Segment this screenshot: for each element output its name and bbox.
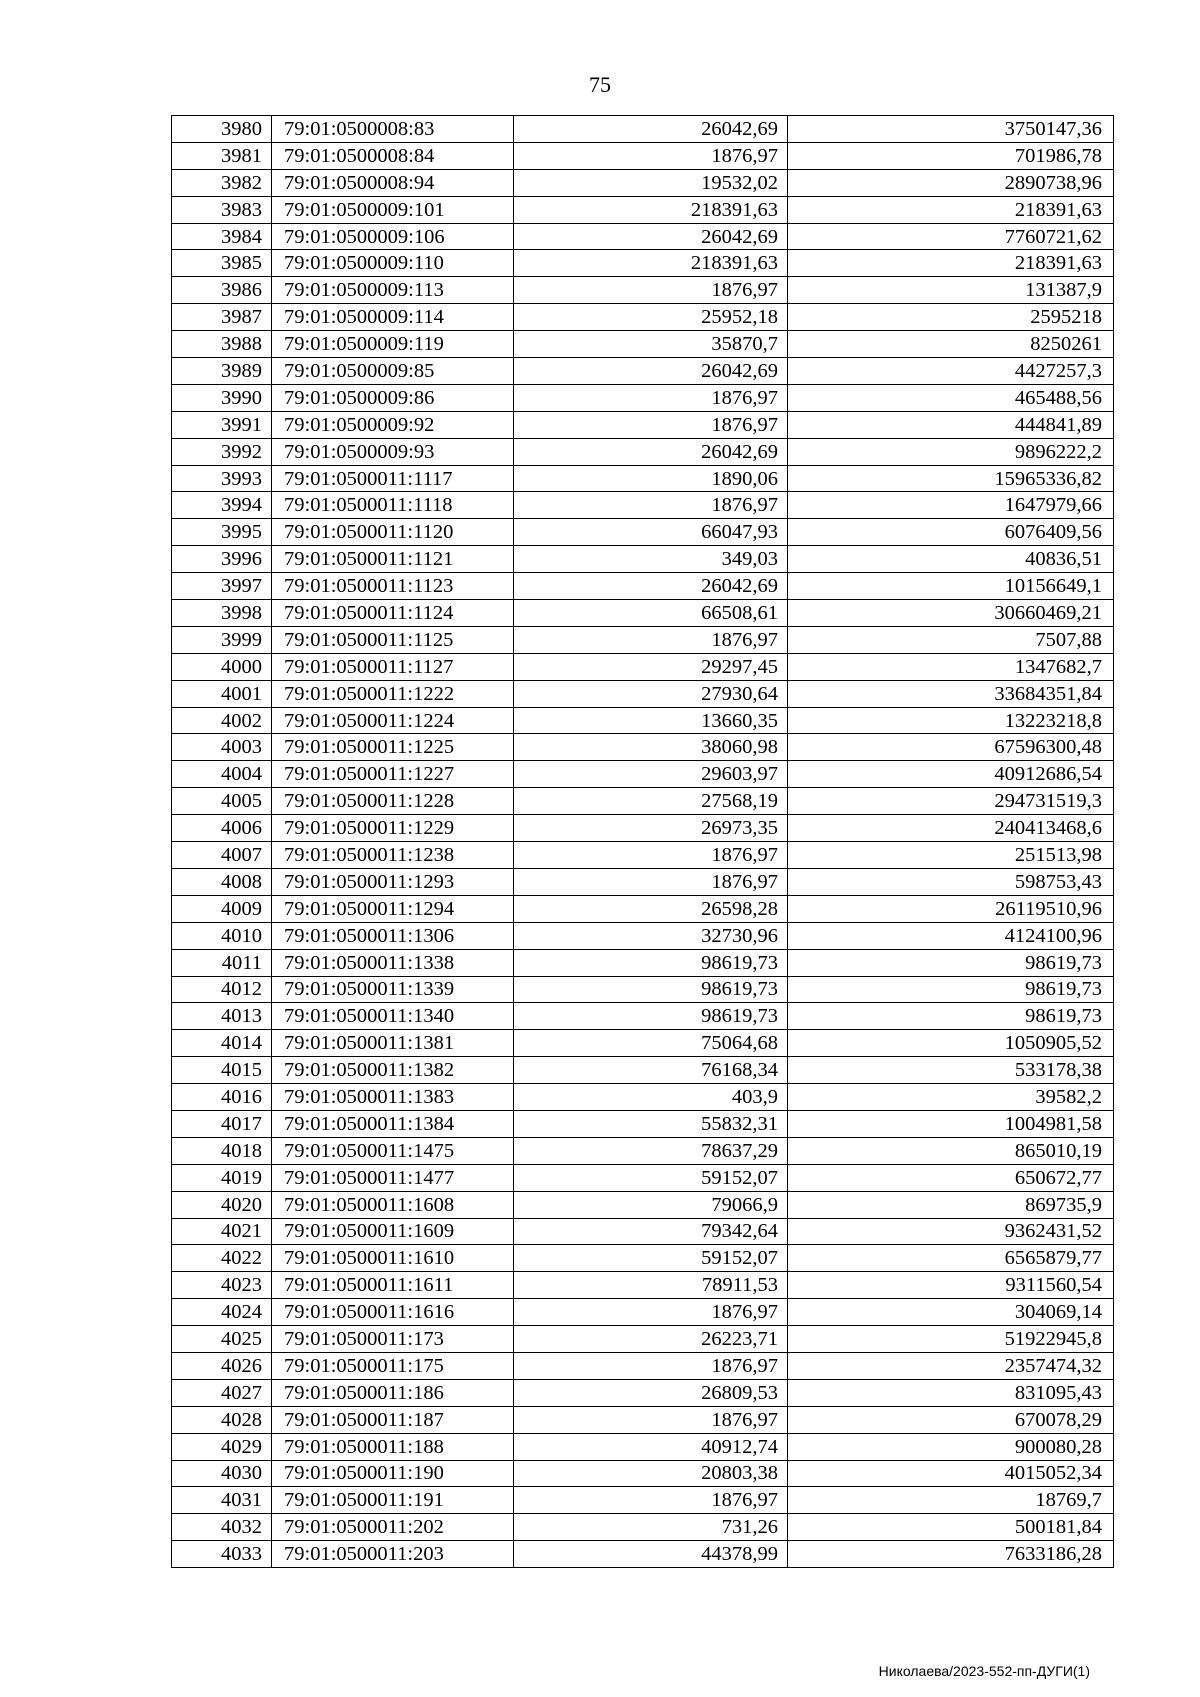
- area-value-cell: 25952,18: [514, 304, 788, 331]
- area-value-cell: 1876,97: [514, 142, 788, 169]
- table-row: [172, 492, 1114, 519]
- cadastral-number-cell: 79:01:0500011:1608: [272, 1191, 514, 1218]
- cadastral-value-cell: 650672,77: [788, 1164, 1114, 1191]
- table-row: [172, 680, 1114, 707]
- cadastral-number-cell: 79:01:0500011:1611: [272, 1272, 514, 1299]
- row-number-cell: 4025: [172, 1326, 272, 1353]
- row-number-cell: 3994: [172, 492, 272, 519]
- row-number-cell: 4026: [172, 1352, 272, 1379]
- cadastral-value-cell: 26119510,96: [788, 895, 1114, 922]
- row-number-cell: 4030: [172, 1460, 272, 1487]
- cadastral-value-cell: 240413468,6: [788, 815, 1114, 842]
- area-value-cell: 79066,9: [514, 1191, 788, 1218]
- row-number-cell: 3995: [172, 519, 272, 546]
- cadastral-value-cell: 3750147,36: [788, 116, 1114, 143]
- table-row: [172, 1541, 1114, 1568]
- row-number-cell: 4017: [172, 1110, 272, 1137]
- cadastral-value-cell: 304069,14: [788, 1299, 1114, 1326]
- table-row: [172, 1084, 1114, 1111]
- row-number-cell: 4031: [172, 1487, 272, 1514]
- cadastral-number-cell: 79:01:0500009:106: [272, 223, 514, 250]
- table-row: [172, 1352, 1114, 1379]
- area-value-cell: 40912,74: [514, 1433, 788, 1460]
- cadastral-number-cell: 79:01:0500011:1228: [272, 788, 514, 815]
- row-number-cell: 4032: [172, 1514, 272, 1541]
- row-number-cell: 3991: [172, 411, 272, 438]
- table-row: [172, 653, 1114, 680]
- area-value-cell: 26042,69: [514, 438, 788, 465]
- cadastral-number-cell: 79:01:0500011:1124: [272, 600, 514, 627]
- area-value-cell: 26042,69: [514, 358, 788, 385]
- table-row: [172, 815, 1114, 842]
- cadastral-number-cell: 79:01:0500011:1384: [272, 1110, 514, 1137]
- row-number-cell: 3988: [172, 331, 272, 358]
- cadastral-value-cell: 40836,51: [788, 546, 1114, 573]
- area-value-cell: 98619,73: [514, 1003, 788, 1030]
- area-value-cell: 55832,31: [514, 1110, 788, 1137]
- area-value-cell: 59152,07: [514, 1245, 788, 1272]
- area-value-cell: 1876,97: [514, 1406, 788, 1433]
- table-row: [172, 358, 1114, 385]
- cadastral-number-cell: 79:01:0500011:191: [272, 1487, 514, 1514]
- row-number-cell: 4018: [172, 1137, 272, 1164]
- cadastral-number-cell: 79:01:0500011:1127: [272, 653, 514, 680]
- table-row: [172, 922, 1114, 949]
- table-row: [172, 196, 1114, 223]
- table-row: [172, 1406, 1114, 1433]
- cadastral-number-cell: 79:01:0500011:1224: [272, 707, 514, 734]
- table-row: [172, 1003, 1114, 1030]
- cadastral-value-cell: 30660469,21: [788, 600, 1114, 627]
- table-row: [172, 116, 1114, 143]
- page-number: 75: [589, 72, 611, 97]
- row-number-cell: 3990: [172, 384, 272, 411]
- cadastral-number-cell: 79:01:0500011:1381: [272, 1030, 514, 1057]
- cadastral-value-cell: 865010,19: [788, 1137, 1114, 1164]
- table-row: [172, 304, 1114, 331]
- table-row: [172, 976, 1114, 1003]
- table-row: [172, 842, 1114, 869]
- cadastral-value-cell: 131387,9: [788, 277, 1114, 304]
- row-number-cell: 3992: [172, 438, 272, 465]
- area-value-cell: 26042,69: [514, 573, 788, 600]
- table-row: [172, 250, 1114, 277]
- cadastral-value-cell: 18769,7: [788, 1487, 1114, 1514]
- row-number-cell: 4001: [172, 680, 272, 707]
- cadastral-value-cell: 598753,43: [788, 868, 1114, 895]
- cadastral-number-cell: 79:01:0500009:92: [272, 411, 514, 438]
- cadastral-value-cell: 98619,73: [788, 949, 1114, 976]
- area-value-cell: 403,9: [514, 1084, 788, 1111]
- table-row: [172, 1245, 1114, 1272]
- row-number-cell: 4003: [172, 734, 272, 761]
- area-value-cell: 78911,53: [514, 1272, 788, 1299]
- cadastral-number-cell: 79:01:0500009:93: [272, 438, 514, 465]
- row-number-cell: 3985: [172, 250, 272, 277]
- row-number-cell: 3983: [172, 196, 272, 223]
- table-row: [172, 411, 1114, 438]
- area-value-cell: 79342,64: [514, 1218, 788, 1245]
- row-number-cell: 4020: [172, 1191, 272, 1218]
- area-value-cell: 1876,97: [514, 626, 788, 653]
- area-value-cell: 38060,98: [514, 734, 788, 761]
- cadastral-value-cell: 4015052,34: [788, 1460, 1114, 1487]
- cadastral-value-cell: 831095,43: [788, 1379, 1114, 1406]
- cadastral-value-cell: 67596300,48: [788, 734, 1114, 761]
- cadastral-number-cell: 79:01:0500011:175: [272, 1352, 514, 1379]
- area-value-cell: 1876,97: [514, 492, 788, 519]
- cadastral-number-cell: 79:01:0500011:1475: [272, 1137, 514, 1164]
- table-row: [172, 1272, 1114, 1299]
- row-number-cell: 4029: [172, 1433, 272, 1460]
- row-number-cell: 4033: [172, 1541, 272, 1568]
- cadastral-number-cell: 79:01:0500008:84: [272, 142, 514, 169]
- table-row: [172, 788, 1114, 815]
- cadastral-value-cell: 900080,28: [788, 1433, 1114, 1460]
- row-number-cell: 3982: [172, 169, 272, 196]
- cadastral-number-cell: 79:01:0500011:1229: [272, 815, 514, 842]
- cadastral-value-cell: 33684351,84: [788, 680, 1114, 707]
- cadastral-value-cell: 444841,89: [788, 411, 1114, 438]
- cadastral-value-cell: 51922945,8: [788, 1326, 1114, 1353]
- table-row: [172, 1487, 1114, 1514]
- area-value-cell: 1876,97: [514, 1352, 788, 1379]
- area-value-cell: 1876,97: [514, 384, 788, 411]
- row-number-cell: 3984: [172, 223, 272, 250]
- area-value-cell: 1876,97: [514, 1487, 788, 1514]
- row-number-cell: 4015: [172, 1057, 272, 1084]
- cadastral-value-cell: 869735,9: [788, 1191, 1114, 1218]
- cadastral-number-cell: 79:01:0500009:113: [272, 277, 514, 304]
- registry-table-body: [172, 116, 1114, 1568]
- area-value-cell: 78637,29: [514, 1137, 788, 1164]
- cadastral-value-cell: 533178,38: [788, 1057, 1114, 1084]
- cadastral-number-cell: 79:01:0500011:1610: [272, 1245, 514, 1272]
- cadastral-number-cell: 79:01:0500011:1382: [272, 1057, 514, 1084]
- table-row: [172, 465, 1114, 492]
- area-value-cell: 1876,97: [514, 1299, 788, 1326]
- row-number-cell: 4004: [172, 761, 272, 788]
- area-value-cell: 98619,73: [514, 976, 788, 1003]
- area-value-cell: 26598,28: [514, 895, 788, 922]
- row-number-cell: 4011: [172, 949, 272, 976]
- area-value-cell: 26042,69: [514, 116, 788, 143]
- row-number-cell: 3981: [172, 142, 272, 169]
- cadastral-number-cell: 79:01:0500011:1120: [272, 519, 514, 546]
- cadastral-value-cell: 670078,29: [788, 1406, 1114, 1433]
- table-row: [172, 734, 1114, 761]
- area-value-cell: 1876,97: [514, 868, 788, 895]
- area-value-cell: 66047,93: [514, 519, 788, 546]
- cadastral-number-cell: 79:01:0500009:110: [272, 250, 514, 277]
- cadastral-number-cell: 79:01:0500011:187: [272, 1406, 514, 1433]
- cadastral-value-cell: 701986,78: [788, 142, 1114, 169]
- cadastral-value-cell: 500181,84: [788, 1514, 1114, 1541]
- cadastral-number-cell: 79:01:0500011:1222: [272, 680, 514, 707]
- cadastral-number-cell: 79:01:0500011:1123: [272, 573, 514, 600]
- area-value-cell: 1876,97: [514, 277, 788, 304]
- table-row: [172, 1057, 1114, 1084]
- table-row: [172, 1030, 1114, 1057]
- cadastral-value-cell: 294731519,3: [788, 788, 1114, 815]
- row-number-cell: 4012: [172, 976, 272, 1003]
- cadastral-value-cell: 6565879,77: [788, 1245, 1114, 1272]
- row-number-cell: 3989: [172, 358, 272, 385]
- row-number-cell: 3996: [172, 546, 272, 573]
- cadastral-number-cell: 79:01:0500011:1339: [272, 976, 514, 1003]
- cadastral-number-cell: 79:01:0500011:186: [272, 1379, 514, 1406]
- cadastral-number-cell: 79:01:0500011:203: [272, 1541, 514, 1568]
- cadastral-number-cell: 79:01:0500009:85: [272, 358, 514, 385]
- cadastral-number-cell: 79:01:0500011:1616: [272, 1299, 514, 1326]
- area-value-cell: 218391,63: [514, 250, 788, 277]
- table-row: [172, 384, 1114, 411]
- cadastral-value-cell: 6076409,56: [788, 519, 1114, 546]
- cadastral-value-cell: 7507,88: [788, 626, 1114, 653]
- area-value-cell: 59152,07: [514, 1164, 788, 1191]
- cadastral-value-cell: 218391,63: [788, 250, 1114, 277]
- table-row: [172, 1191, 1114, 1218]
- row-number-cell: 4024: [172, 1299, 272, 1326]
- area-value-cell: 32730,96: [514, 922, 788, 949]
- table-row: [172, 546, 1114, 573]
- row-number-cell: 4006: [172, 815, 272, 842]
- table-row: [172, 1164, 1114, 1191]
- area-value-cell: 76168,34: [514, 1057, 788, 1084]
- cadastral-number-cell: 79:01:0500011:1117: [272, 465, 514, 492]
- cadastral-number-cell: 79:01:0500011:1227: [272, 761, 514, 788]
- row-number-cell: 3999: [172, 626, 272, 653]
- cadastral-value-cell: 465488,56: [788, 384, 1114, 411]
- area-value-cell: 29603,97: [514, 761, 788, 788]
- cadastral-value-cell: 218391,63: [788, 196, 1114, 223]
- row-number-cell: 3997: [172, 573, 272, 600]
- area-value-cell: 19532,02: [514, 169, 788, 196]
- table-row: [172, 223, 1114, 250]
- area-value-cell: 27568,19: [514, 788, 788, 815]
- cadastral-number-cell: 79:01:0500011:1121: [272, 546, 514, 573]
- area-value-cell: 731,26: [514, 1514, 788, 1541]
- cadastral-number-cell: 79:01:0500011:1125: [272, 626, 514, 653]
- cadastral-number-cell: 79:01:0500011:1294: [272, 895, 514, 922]
- area-value-cell: 75064,68: [514, 1030, 788, 1057]
- cadastral-value-cell: 40912686,54: [788, 761, 1114, 788]
- table-row: [172, 1326, 1114, 1353]
- area-value-cell: 27930,64: [514, 680, 788, 707]
- area-value-cell: 29297,45: [514, 653, 788, 680]
- table-row: [172, 1433, 1114, 1460]
- table-row: [172, 1379, 1114, 1406]
- row-number-cell: 4019: [172, 1164, 272, 1191]
- cadastral-value-cell: 10156649,1: [788, 573, 1114, 600]
- row-number-cell: 3986: [172, 277, 272, 304]
- table-row: [172, 573, 1114, 600]
- area-value-cell: 26973,35: [514, 815, 788, 842]
- row-number-cell: 4010: [172, 922, 272, 949]
- cadastral-value-cell: 15965336,82: [788, 465, 1114, 492]
- area-value-cell: 26223,71: [514, 1326, 788, 1353]
- cadastral-value-cell: 2595218: [788, 304, 1114, 331]
- area-value-cell: 13660,35: [514, 707, 788, 734]
- row-number-cell: 4000: [172, 653, 272, 680]
- row-number-cell: 4009: [172, 895, 272, 922]
- cadastral-value-cell: 9896222,2: [788, 438, 1114, 465]
- area-value-cell: 1876,97: [514, 411, 788, 438]
- cadastral-value-cell: 7633186,28: [788, 1541, 1114, 1568]
- cadastral-value-cell: 2357474,32: [788, 1352, 1114, 1379]
- table-row: [172, 761, 1114, 788]
- row-number-cell: 4002: [172, 707, 272, 734]
- table-row: [172, 868, 1114, 895]
- row-number-cell: 4023: [172, 1272, 272, 1299]
- table-row: [172, 626, 1114, 653]
- cadastral-number-cell: 79:01:0500011:1609: [272, 1218, 514, 1245]
- row-number-cell: 4016: [172, 1084, 272, 1111]
- table-row: [172, 277, 1114, 304]
- land-plot-registry-table: [171, 115, 1114, 1568]
- cadastral-number-cell: 79:01:0500011:1383: [272, 1084, 514, 1111]
- cadastral-value-cell: 13223218,8: [788, 707, 1114, 734]
- cadastral-number-cell: 79:01:0500011:190: [272, 1460, 514, 1487]
- area-value-cell: 66508,61: [514, 600, 788, 627]
- cadastral-value-cell: 9362431,52: [788, 1218, 1114, 1245]
- table-row: [172, 895, 1114, 922]
- area-value-cell: 98619,73: [514, 949, 788, 976]
- cadastral-number-cell: 79:01:0500009:114: [272, 304, 514, 331]
- cadastral-number-cell: 79:01:0500011:1293: [272, 868, 514, 895]
- table-row: [172, 1137, 1114, 1164]
- cadastral-number-cell: 79:01:0500011:1238: [272, 842, 514, 869]
- cadastral-number-cell: 79:01:0500011:1340: [272, 1003, 514, 1030]
- row-number-cell: 4027: [172, 1379, 272, 1406]
- cadastral-number-cell: 79:01:0500011:1338: [272, 949, 514, 976]
- table-row: [172, 331, 1114, 358]
- cadastral-number-cell: 79:01:0500011:173: [272, 1326, 514, 1353]
- row-number-cell: 4013: [172, 1003, 272, 1030]
- area-value-cell: 26809,53: [514, 1379, 788, 1406]
- row-number-cell: 4007: [172, 842, 272, 869]
- table-row: [172, 949, 1114, 976]
- cadastral-value-cell: 1647979,66: [788, 492, 1114, 519]
- cadastral-value-cell: 98619,73: [788, 1003, 1114, 1030]
- row-number-cell: 3987: [172, 304, 272, 331]
- table-row: [172, 600, 1114, 627]
- cadastral-value-cell: 39582,2: [788, 1084, 1114, 1111]
- table-row: [172, 1218, 1114, 1245]
- table-row: [172, 1514, 1114, 1541]
- area-value-cell: 349,03: [514, 546, 788, 573]
- table-row: [172, 519, 1114, 546]
- row-number-cell: 4014: [172, 1030, 272, 1057]
- table-row: [172, 438, 1114, 465]
- row-number-cell: 3993: [172, 465, 272, 492]
- cadastral-number-cell: 79:01:0500011:1225: [272, 734, 514, 761]
- cadastral-value-cell: 4124100,96: [788, 922, 1114, 949]
- area-value-cell: 44378,99: [514, 1541, 788, 1568]
- cadastral-value-cell: 1050905,52: [788, 1030, 1114, 1057]
- area-value-cell: 1876,97: [514, 842, 788, 869]
- cadastral-number-cell: 79:01:0500011:1118: [272, 492, 514, 519]
- table-row: [172, 142, 1114, 169]
- cadastral-number-cell: 79:01:0500011:1477: [272, 1164, 514, 1191]
- row-number-cell: 4021: [172, 1218, 272, 1245]
- cadastral-value-cell: 2890738,96: [788, 169, 1114, 196]
- table-row: [172, 1299, 1114, 1326]
- table-row: [172, 169, 1114, 196]
- cadastral-number-cell: 79:01:0500008:94: [272, 169, 514, 196]
- cadastral-value-cell: 9311560,54: [788, 1272, 1114, 1299]
- cadastral-number-cell: 79:01:0500009:86: [272, 384, 514, 411]
- row-number-cell: 4022: [172, 1245, 272, 1272]
- cadastral-number-cell: 79:01:0500009:101: [272, 196, 514, 223]
- cadastral-value-cell: 98619,73: [788, 976, 1114, 1003]
- area-value-cell: 1890,06: [514, 465, 788, 492]
- table-row: [172, 1460, 1114, 1487]
- row-number-cell: 4028: [172, 1406, 272, 1433]
- row-number-cell: 3980: [172, 116, 272, 143]
- row-number-cell: 4008: [172, 868, 272, 895]
- area-value-cell: 218391,63: [514, 196, 788, 223]
- area-value-cell: 35870,7: [514, 331, 788, 358]
- cadastral-number-cell: 79:01:0500008:83: [272, 116, 514, 143]
- cadastral-value-cell: 4427257,3: [788, 358, 1114, 385]
- cadastral-value-cell: 1004981,58: [788, 1110, 1114, 1137]
- cadastral-value-cell: 251513,98: [788, 842, 1114, 869]
- cadastral-value-cell: 7760721,62: [788, 223, 1114, 250]
- row-number-cell: 4005: [172, 788, 272, 815]
- cadastral-number-cell: 79:01:0500009:119: [272, 331, 514, 358]
- cadastral-value-cell: 1347682,7: [788, 653, 1114, 680]
- document-footer-code: Николаева/2023-552-пп-ДУГИ(1): [878, 1663, 1090, 1679]
- area-value-cell: 26042,69: [514, 223, 788, 250]
- table-row: [172, 1110, 1114, 1137]
- cadastral-value-cell: 8250261: [788, 331, 1114, 358]
- area-value-cell: 20803,38: [514, 1460, 788, 1487]
- table-row: [172, 707, 1114, 734]
- cadastral-number-cell: 79:01:0500011:202: [272, 1514, 514, 1541]
- cadastral-number-cell: 79:01:0500011:1306: [272, 922, 514, 949]
- cadastral-number-cell: 79:01:0500011:188: [272, 1433, 514, 1460]
- row-number-cell: 3998: [172, 600, 272, 627]
